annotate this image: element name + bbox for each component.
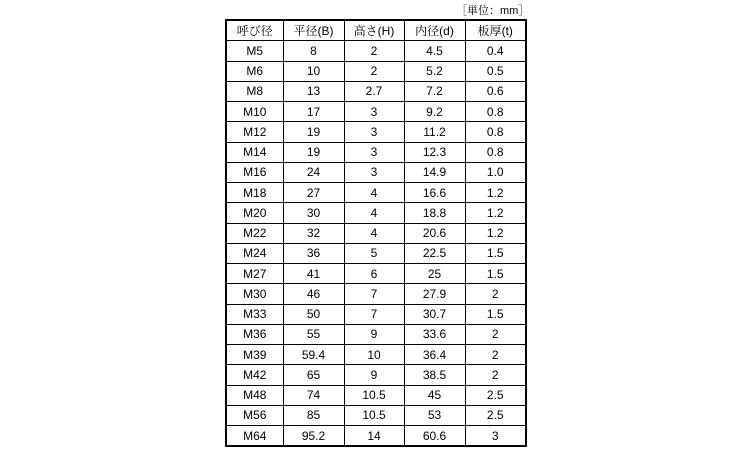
cell-height: 9 [344,365,404,385]
cell-inner-diameter: 5.2 [404,61,465,81]
cell-nominal-size: M36 [226,324,283,344]
cell-inner-diameter: 33.6 [404,324,465,344]
cell-width: 10 [283,61,344,81]
cell-width: 30 [283,203,344,223]
cell-height: 5 [344,243,404,263]
cell-nominal-size: M16 [226,162,283,182]
cell-inner-diameter: 12.3 [404,142,465,162]
header-nominal-size: 呼び径 [226,20,283,41]
cell-width: 32 [283,223,344,243]
cell-height: 10 [344,345,404,365]
cell-inner-diameter: 4.5 [404,41,465,61]
spec-table [225,19,527,447]
cell-nominal-size: M20 [226,203,283,223]
cell-thickness: 1.2 [465,183,526,203]
cell-nominal-size: M48 [226,385,283,405]
header-thickness: 板厚(t) [465,20,526,41]
table-row [226,142,526,162]
cell-nominal-size: M33 [226,304,283,324]
cell-width: 59.4 [283,345,344,365]
cell-height: 10.5 [344,405,404,425]
table-row [226,223,526,243]
cell-thickness: 1.2 [465,203,526,223]
cell-width: 24 [283,162,344,182]
cell-nominal-size: M24 [226,243,283,263]
cell-height: 3 [344,102,404,122]
cell-thickness: 1.5 [465,264,526,284]
cell-inner-diameter: 45 [404,385,465,405]
header-inner-diameter: 内径(d) [404,20,465,41]
cell-thickness: 0.8 [465,122,526,142]
table-row [226,426,526,447]
cell-height: 2 [344,41,404,61]
cell-inner-diameter: 25 [404,264,465,284]
cell-height: 3 [344,122,404,142]
cell-thickness: 1.5 [465,243,526,263]
cell-inner-diameter: 60.6 [404,426,465,447]
cell-inner-diameter: 14.9 [404,162,465,182]
cell-inner-diameter: 9.2 [404,102,465,122]
cell-nominal-size: M42 [226,365,283,385]
cell-nominal-size: M39 [226,345,283,365]
cell-width: 19 [283,142,344,162]
table-row [226,81,526,101]
cell-width: 17 [283,102,344,122]
cell-width: 19 [283,122,344,142]
cell-inner-diameter: 38.5 [404,365,465,385]
cell-inner-diameter: 11.2 [404,122,465,142]
cell-width: 46 [283,284,344,304]
cell-height: 10.5 [344,385,404,405]
cell-inner-diameter: 18.8 [404,203,465,223]
cell-inner-diameter: 30.7 [404,304,465,324]
cell-inner-diameter: 22.5 [404,243,465,263]
cell-thickness: 2 [465,365,526,385]
cell-thickness: 0.4 [465,41,526,61]
cell-thickness: 2 [465,345,526,365]
cell-height: 3 [344,162,404,182]
cell-nominal-size: M10 [226,102,283,122]
cell-nominal-size: M22 [226,223,283,243]
cell-height: 7 [344,284,404,304]
cell-nominal-size: M8 [226,81,283,101]
cell-inner-diameter: 20.6 [404,223,465,243]
table-row [226,203,526,223]
table-row [226,264,526,284]
cell-width: 36 [283,243,344,263]
cell-thickness: 0.8 [465,102,526,122]
cell-thickness: 2.5 [465,405,526,425]
table-row [226,385,526,405]
cell-height: 4 [344,223,404,243]
cell-nominal-size: M12 [226,122,283,142]
table-row [226,345,526,365]
cell-width: 8 [283,41,344,61]
table-row [226,122,526,142]
table-row [226,61,526,81]
table-row [226,41,526,61]
cell-nominal-size: M14 [226,142,283,162]
cell-inner-diameter: 16.6 [404,183,465,203]
cell-height: 14 [344,426,404,447]
header-width: 平径(B) [283,20,344,41]
cell-inner-diameter: 53 [404,405,465,425]
cell-height: 9 [344,324,404,344]
cell-nominal-size: M6 [226,61,283,81]
cell-thickness: 0.5 [465,61,526,81]
cell-nominal-size: M5 [226,41,283,61]
cell-width: 55 [283,324,344,344]
table-row [226,162,526,182]
cell-inner-diameter: 7.2 [404,81,465,101]
cell-nominal-size: M64 [226,426,283,447]
cell-height: 4 [344,183,404,203]
cell-width: 13 [283,81,344,101]
table-row [226,243,526,263]
cell-thickness: 1.0 [465,162,526,182]
unit-note: ［単位：mm］ [456,5,530,17]
table-row [226,324,526,344]
cell-height: 3 [344,142,404,162]
cell-height: 4 [344,203,404,223]
cell-width: 65 [283,365,344,385]
cell-nominal-size: M56 [226,405,283,425]
cell-height: 2 [344,61,404,81]
cell-thickness: 2.5 [465,385,526,405]
cell-thickness: 0.8 [465,142,526,162]
cell-height: 6 [344,264,404,284]
cell-width: 50 [283,304,344,324]
cell-height: 2.7 [344,81,404,101]
cell-thickness: 2 [465,324,526,344]
cell-thickness: 1.5 [465,304,526,324]
table-row [226,365,526,385]
cell-width: 27 [283,183,344,203]
header-height: 高さ(H) [344,20,404,41]
table-body [226,41,526,447]
table-header-row [226,20,526,41]
table-row [226,284,526,304]
table-row [226,102,526,122]
cell-width: 95.2 [283,426,344,447]
table-row [226,304,526,324]
cell-nominal-size: M30 [226,284,283,304]
cell-thickness: 2 [465,284,526,304]
cell-inner-diameter: 36.4 [404,345,465,365]
cell-thickness: 1.2 [465,223,526,243]
table-row [226,405,526,425]
cell-thickness: 0.6 [465,81,526,101]
cell-width: 41 [283,264,344,284]
cell-thickness: 3 [465,426,526,447]
cell-width: 85 [283,405,344,425]
cell-width: 74 [283,385,344,405]
table-row [226,183,526,203]
cell-inner-diameter: 27.9 [404,284,465,304]
cell-nominal-size: M18 [226,183,283,203]
cell-nominal-size: M27 [226,264,283,284]
cell-height: 7 [344,304,404,324]
